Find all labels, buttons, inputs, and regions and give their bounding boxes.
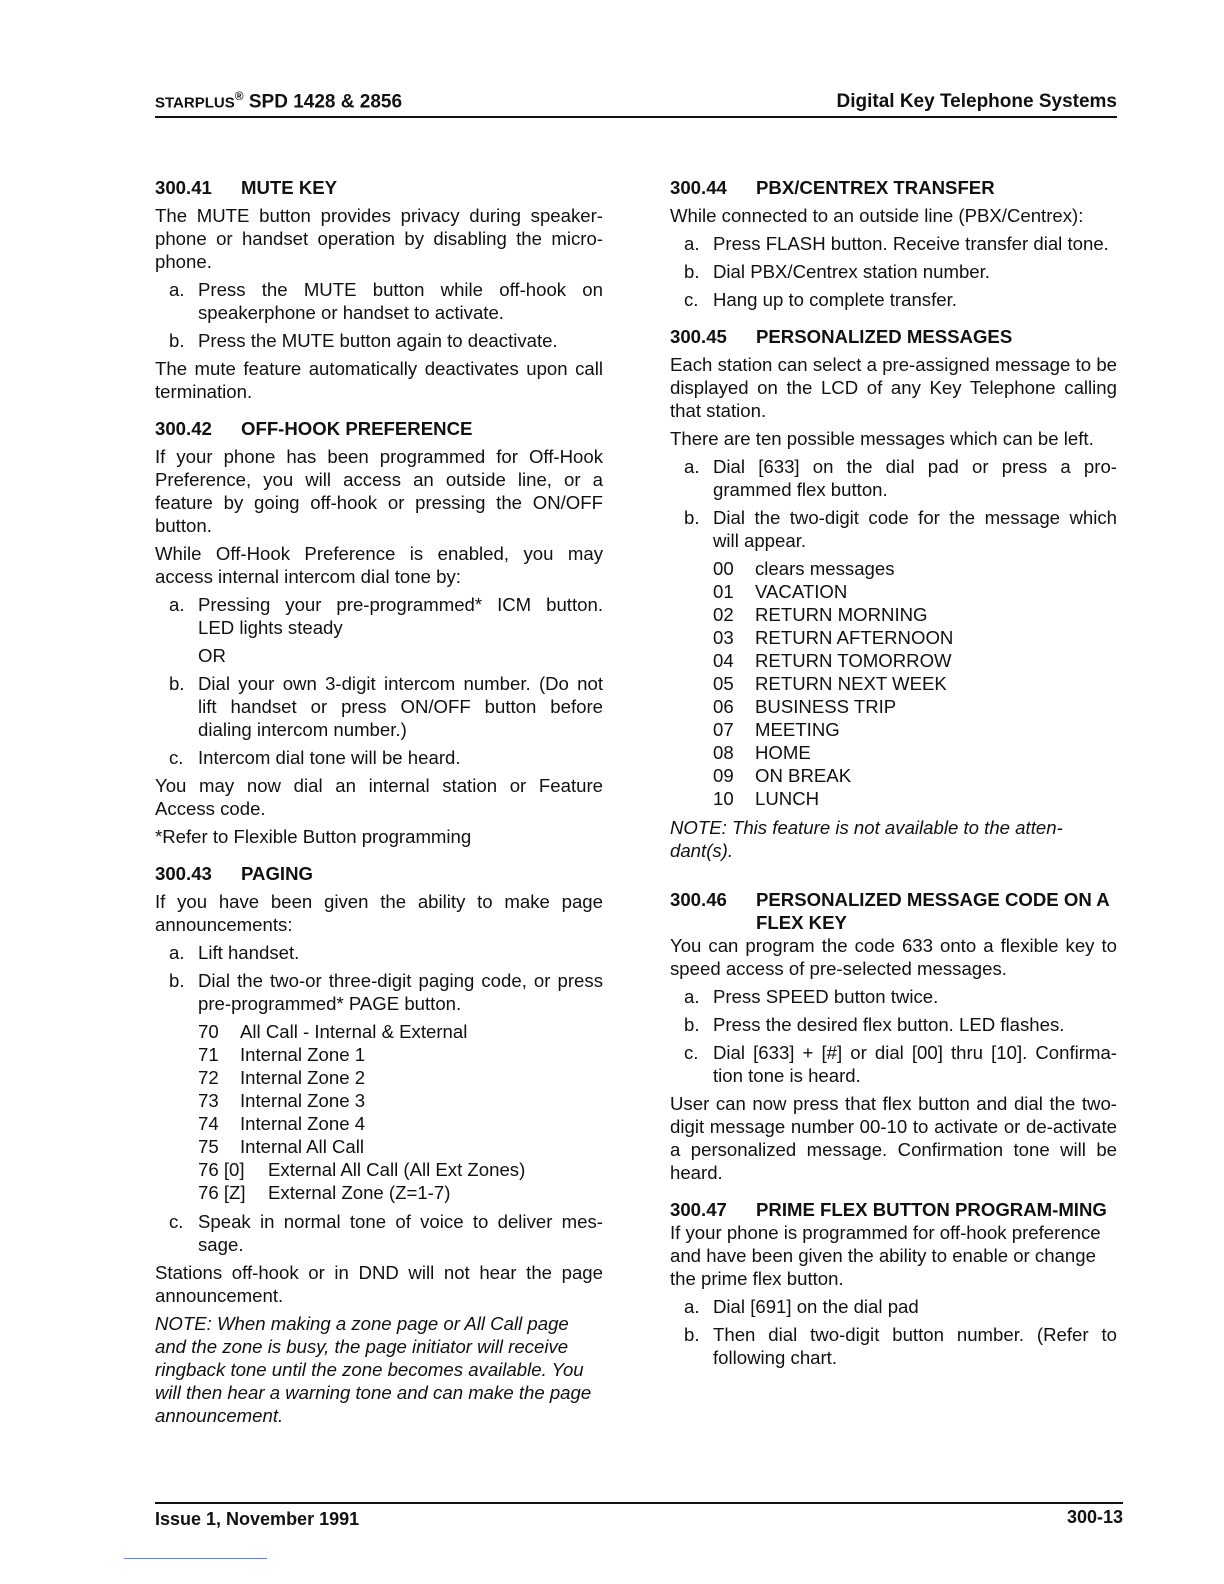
step-text: Press SPEED button twice. (713, 986, 939, 1007)
code-row (713, 695, 1117, 718)
code-label: VACATION (755, 581, 848, 602)
step-a: a. Dial [633] on the dial pad or press a pro-grammed flex button. (684, 456, 1117, 500)
section-title: PERSONALIZED MESSAGE CODE ON A FLEX KEY (756, 889, 1109, 933)
step-text: Dial your own 3-digit intercom number. (Do not lift handset or press ON/OFF button before dialing intercom number.) (198, 673, 603, 740)
code: 73 (198, 1090, 219, 1111)
code: 04 (713, 650, 734, 671)
code-label: All Call - Internal & External (240, 1021, 468, 1042)
section-number: 300.44 (670, 177, 727, 198)
code-row (713, 626, 1117, 649)
code-row (713, 649, 1117, 672)
note: NOTE: This feature is not available to the atten-dant(s). (670, 817, 1063, 861)
code-row (713, 580, 1117, 603)
code-row (713, 764, 1117, 787)
code-label: Internal Zone 1 (240, 1044, 366, 1065)
step-text: Dial [691] on the dial pad (713, 1296, 919, 1317)
paragraph: Each station can select a pre-assigned message to be displayed on the LCD of any Key Telephone calling that station. (670, 354, 1117, 421)
code: 76 [0] (198, 1159, 245, 1180)
code-label: MEETING (755, 719, 840, 740)
section-300-41 (155, 176, 603, 403)
code: 03 (713, 627, 734, 648)
code-row (713, 603, 1117, 626)
code-row (198, 1089, 603, 1112)
section-heading (155, 176, 603, 199)
code-label: clears messages (755, 558, 895, 579)
paragraph: The MUTE button provides privacy during speaker-phone or handset operation by disabling the micro-phone. (155, 205, 603, 272)
step-text: Press FLASH button. Receive transfer dial tone. (713, 233, 1109, 254)
section-300-42 (155, 417, 603, 848)
paragraph: Stations off-hook or in DND will not hear the page announcement. (155, 1262, 603, 1306)
section-number: 300.45 (670, 326, 727, 347)
step-c: c. Hang up to complete transfer. (684, 288, 1117, 311)
code: 10 (713, 788, 734, 809)
header-model: SPD 1428 & 2856 (248, 91, 403, 112)
step-text: Dial the two-digit code for the message which will appear. (713, 507, 1117, 551)
code: 70 (198, 1021, 219, 1042)
paragraph: While Off-Hook Preference is enabled, you may access internal intercom dial tone by: (155, 543, 603, 587)
section-title: PBX/CENTREX TRANSFER (756, 177, 995, 198)
step-b: b. Then dial two-digit button number. (Refer to following chart. (684, 1324, 1117, 1368)
step-text: Press the MUTE button again to deactivate. (198, 330, 558, 351)
code-row (713, 557, 1117, 580)
header-product (155, 89, 402, 113)
section-heading (670, 176, 1117, 199)
section-number: 300.41 (155, 177, 212, 198)
code-label: External Zone (Z=1-7) (268, 1182, 451, 1203)
step-text: Then dial two-digit button number. (Refer to following chart. (713, 1324, 1117, 1368)
code: 01 (713, 581, 734, 602)
step-b: b. Dial the two-or three-digit paging code, or press pre-programmed* PAGE button. (169, 970, 603, 1014)
step-text: Press the MUTE button while off-hook on speakerphone or handset to activate. (198, 279, 603, 323)
code: 08 (713, 742, 734, 763)
section-300-47 (670, 1198, 1117, 1369)
paragraph: The mute feature automatically deactivates upon call termination. (155, 358, 603, 402)
code: 74 (198, 1113, 219, 1134)
step-b: b. Dial the two-digit code for the message which will appear. (684, 507, 1117, 551)
section-number: 300.42 (155, 418, 212, 439)
section-title: PERSONALIZED MESSAGES (756, 326, 1013, 347)
paragraph: If your phone is programmed for off-hook preference and have been given the ability to enable or change the prime flex button. (670, 1222, 1101, 1289)
section-number: 300.47 (670, 1199, 727, 1220)
code-label: BUSINESS TRIP (755, 696, 897, 717)
step-text: Intercom dial tone will be heard. (198, 747, 461, 768)
code: 00 (713, 558, 734, 579)
section-300-46 (670, 888, 1117, 1184)
step-text: Dial [633] + [#] or dial [00] thru [10]. Confirma-tion tone is heard. (713, 1042, 1117, 1086)
step-text: Lift handset. (198, 942, 300, 963)
section-300-45 (670, 325, 1117, 862)
code: 71 (198, 1044, 219, 1065)
code: 75 (198, 1136, 219, 1157)
step-a: a. Lift handset. (169, 941, 603, 964)
code-row (198, 1043, 603, 1066)
step-text: Hang up to complete transfer. (713, 289, 957, 310)
step-text: Pressing your pre-programmed* ICM button. LED lights steady (198, 594, 603, 638)
section-title: MUTE KEY (241, 177, 338, 198)
section-number: 300.43 (155, 863, 212, 884)
paragraph: If your phone has been programmed for Off-Hook Preference, you will access an outside line, or a feature by going off-hook or pressing the ON/OFF button. (155, 446, 603, 536)
paragraph: While connected to an outside line (PBX/Centrex): (670, 205, 1084, 226)
code: 02 (713, 604, 734, 625)
code-label: Internal Zone 3 (240, 1090, 366, 1111)
code: 07 (713, 719, 734, 740)
page-footer (155, 1502, 1123, 1534)
footer-issue: Issue 1, November 1991 (155, 1509, 360, 1529)
paragraph: User can now press that flex button and dial the two-digit message number 00-10 to activate or de-activate a personalized message. Confirmation tone will be heard. (670, 1093, 1117, 1183)
step-a: a. Dial [691] on the dial pad (684, 1295, 1117, 1318)
paging-code-list (198, 1020, 603, 1204)
code-label: Internal Zone 2 (240, 1067, 366, 1088)
section-number: 300.46 (670, 889, 727, 910)
page-header (155, 86, 1117, 118)
footnote: *Refer to Flexible Button programming (155, 826, 472, 847)
page-number: 300-13 (1066, 1507, 1123, 1527)
header-brand: STARPLUS (155, 94, 235, 111)
section-heading (670, 325, 1117, 348)
code-row (713, 718, 1117, 741)
left-column (155, 176, 603, 1432)
paragraph: There are ten possible messages which can be left. (670, 428, 1094, 449)
code-label: RETURN AFTERNOON (755, 627, 954, 648)
section-heading (155, 417, 603, 440)
code: 06 (713, 696, 734, 717)
code-label: RETURN MORNING (755, 604, 928, 625)
step-c: c. Intercom dial tone will be heard. (169, 746, 603, 769)
code: 09 (713, 765, 734, 786)
step-b: b. Press the MUTE button again to deactivate. (169, 329, 603, 352)
section-title: OFF-HOOK PREFERENCE (241, 418, 473, 439)
section-heading (670, 1198, 1117, 1221)
code-row (198, 1020, 603, 1043)
code-row (198, 1112, 603, 1135)
registered-mark: ® (234, 88, 244, 103)
section-300-44 (670, 176, 1117, 311)
step-b: b. Dial your own 3-digit intercom number. (Do not lift handset or press ON/OFF button before dialing intercom number.) (169, 673, 603, 740)
message-code-list (713, 557, 1117, 810)
code-label: RETURN TOMORROW (755, 650, 952, 671)
code-row (198, 1135, 603, 1158)
paragraph: If you have been given the ability to make page announcements: (155, 891, 603, 935)
step-text: Dial [633] on the dial pad or press a pro-grammed flex button. (713, 456, 1117, 500)
code-label: HOME (755, 742, 811, 763)
step-a: a. Pressing your pre-programmed* ICM button. LED lights steady (169, 594, 603, 638)
step-text: Dial the two-or three-digit paging code, or press pre-programmed* PAGE button. (198, 970, 603, 1014)
note: NOTE: When making a zone page or All Call page and the zone is busy, the page initiator will receive ringback tone until the zone becomes available. You will then hear a warning tone and can make the page announcement. (155, 1313, 592, 1426)
step-c: c. Speak in normal tone of voice to deliver mes-sage. (169, 1211, 603, 1255)
section-title: PAGING (241, 863, 313, 884)
scan-edge-line (124, 1558, 267, 1559)
code-label: External All Call (All Ext Zones) (268, 1159, 526, 1180)
step-text: Press the desired flex button. LED flashes. (713, 1014, 1065, 1035)
section-300-43 (155, 862, 603, 1427)
section-title: PRIME FLEX BUTTON PROGRAM-MING (756, 1199, 1107, 1220)
step-text: Dial PBX/Centrex station number. (713, 261, 990, 282)
code: 76 [Z] (198, 1182, 246, 1203)
paragraph: You can program the code 633 onto a flexible key to speed access of pre-selected messages. (670, 935, 1117, 979)
code-row (198, 1181, 603, 1204)
step-b: b. Dial PBX/Centrex station number. (684, 260, 1117, 283)
code-row (713, 787, 1117, 810)
code-row (198, 1066, 603, 1089)
step-a: a. Press FLASH button. Receive transfer dial tone. (684, 232, 1117, 255)
code: 05 (713, 673, 734, 694)
code-label: ON BREAK (755, 765, 852, 786)
code: 72 (198, 1067, 219, 1088)
step-a: a. Press the MUTE button while off-hook on speakerphone or handset to activate. (169, 279, 603, 323)
step-a: a. Press SPEED button twice. (684, 985, 1117, 1008)
step-text: Speak in normal tone of voice to deliver mes-sage. (198, 1211, 603, 1255)
section-heading (155, 862, 603, 885)
code-label: Internal Zone 4 (240, 1113, 366, 1134)
code-label: Internal All Call (240, 1136, 365, 1157)
code-row (713, 741, 1117, 764)
header-title: Digital Key Telephone Systems (836, 91, 1117, 112)
paragraph: You may now dial an internal station or Feature Access code. (155, 775, 603, 819)
right-column (670, 176, 1117, 1374)
code-label: RETURN NEXT WEEK (755, 673, 947, 694)
step-c: c. Dial [633] + [#] or dial [00] thru [10]. Confirma-tion tone is heard. (684, 1042, 1117, 1086)
section-heading (670, 888, 1117, 934)
code-label: LUNCH (755, 788, 820, 809)
code-row (198, 1158, 603, 1181)
code-row (713, 672, 1117, 695)
step-b: b. Press the desired flex button. LED flashes. (684, 1013, 1117, 1036)
or-label: OR (198, 645, 226, 666)
